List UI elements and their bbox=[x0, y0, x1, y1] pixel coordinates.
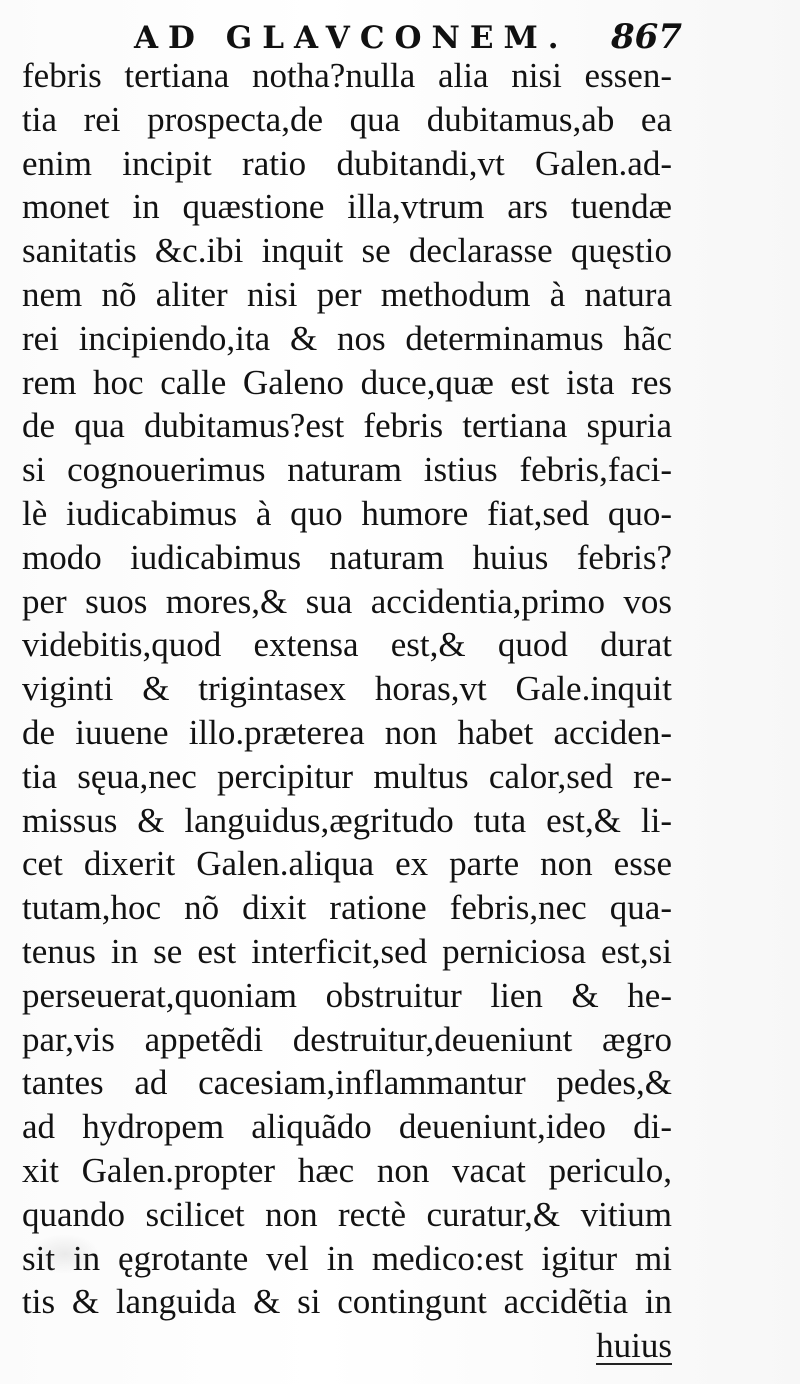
text-line: xit Galen.propter hæc non vacat periculo, bbox=[22, 1150, 672, 1190]
text-line: viginti & trigintasex horas,vt Gale.inquit bbox=[22, 669, 672, 709]
text-line: missus & languidus,ægritudo tuta est,& li- bbox=[22, 800, 672, 840]
text-line: sit in ęgrotante vel in medico:est igitur mi bbox=[22, 1238, 672, 1278]
text-line: lè iudicabimus à quo humore fiat,sed quo- bbox=[22, 493, 672, 533]
text-line: sanitatis &c.ibi inquit se declarasse quęstio bbox=[22, 231, 672, 271]
text-line: tia sęua,nec percipitur multus calor,sed re- bbox=[22, 756, 672, 796]
body-text bbox=[22, 54, 672, 1324]
text-line: tis & languida & si contingunt accidẽtia in bbox=[22, 1282, 672, 1322]
text-line: febris tertiana notha?nulla alia nisi essen- bbox=[22, 56, 672, 95]
text-line: monet in quæstione illa,vtrum ars tuendæ bbox=[22, 187, 672, 227]
text-line: cet dixerit Galen.aliqua ex parte non esse bbox=[22, 844, 672, 884]
text-line: de iuuene illo.præterea non habet acciden- bbox=[22, 712, 672, 752]
text-line: si cognouerimus naturam istius febris,faci- bbox=[22, 450, 672, 490]
running-title: AD GLAVCONEM. bbox=[134, 20, 569, 56]
text-line: per suos mores,& sua accidentia,primo vos bbox=[22, 581, 672, 621]
running-head bbox=[22, 14, 682, 57]
page-number: 867 bbox=[611, 17, 682, 57]
text-line: videbitis,quod extensa est,& quod durat bbox=[22, 625, 672, 665]
text-line: par,vis appetẽdi destruitur,deueniunt ægro bbox=[22, 1019, 672, 1059]
text-line: tantes ad cacesiam,inflammantur pedes,& bbox=[22, 1063, 672, 1103]
text-line: rem hoc calle Galeno duce,quæ est ista res bbox=[22, 362, 672, 402]
text-line: modo iudicabimus naturam huius febris? bbox=[22, 537, 672, 577]
text-line: tutam,hoc nõ dixit ratione febris,nec qua- bbox=[22, 888, 672, 928]
text-line: rei incipiendo,ita & nos determinamus hãc bbox=[22, 318, 672, 358]
catchword-row bbox=[22, 1324, 672, 1368]
text-line: ad hydropem aliquãdo deueniunt,ideo di- bbox=[22, 1107, 672, 1147]
text-line: tenus in se est interficit,sed perniciosa est,si bbox=[22, 931, 672, 971]
text-line: perseuerat,quoniam obstruitur lien & he- bbox=[22, 975, 672, 1015]
text-line: quando scilicet non rectè curatur,& vitium bbox=[22, 1194, 672, 1234]
text-line: nem nõ aliter nisi per methodum à natura bbox=[22, 274, 672, 314]
catchword: huius bbox=[596, 1326, 672, 1366]
text-line: tia rei prospecta,de qua dubitamus,ab ea bbox=[22, 99, 672, 139]
text-line: de qua dubitamus?est febris tertiana spuria bbox=[22, 406, 672, 446]
ink-bleed-mark bbox=[30, 1234, 100, 1274]
text-line: enim incipit ratio dubitandi,vt Galen.ad- bbox=[22, 143, 672, 183]
